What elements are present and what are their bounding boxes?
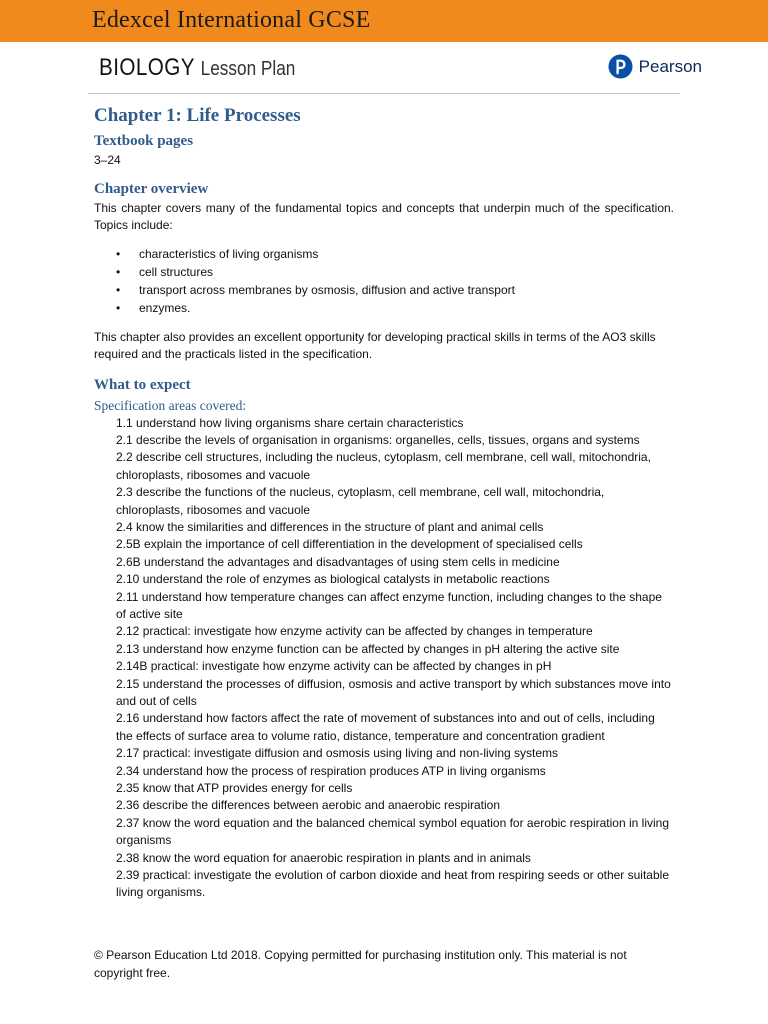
- list-item: 2.34 understand how the process of respiration produces ATP in living organisms: [116, 763, 546, 778]
- series-title: Edexcel International GCSE: [92, 7, 371, 33]
- textbook-pages-heading: Textbook pages: [94, 133, 194, 149]
- list-item: 2.14B practical: investigate how enzyme activity can be affected by changes in pH: [116, 659, 552, 674]
- list-item: 2.2 describe cell structures, including the nucleus, cytoplasm, cell membrane, cell wall, mitochondria, chloroplasts, ribosomes and vacuole: [116, 450, 651, 482]
- spec-areas-heading: Specification areas covered:: [94, 397, 247, 413]
- list-item: 2.12 practical: investigate how enzyme activity can be affected by changes in temperature: [116, 624, 593, 639]
- list-item: 2.37 know the word equation and the balanced chemical symbol equation for aerobic respiration in living organisms: [116, 815, 670, 848]
- list-item: 2.13 understand how enzyme function can be affected by changes in pH altering the active site: [116, 641, 620, 656]
- lesson-content: [94, 102, 674, 902]
- spec-list: [116, 415, 674, 902]
- list-item: • characteristics of living organisms: [94, 245, 674, 263]
- list-item: 1.1 understand how living organisms share certain characteristics: [116, 415, 464, 430]
- list-item: • cell structures: [94, 263, 674, 281]
- subject-title: [99, 54, 295, 82]
- list-item: 2.36 describe the differences between aerobic and anaerobic respiration: [116, 798, 501, 813]
- header-divider: [88, 93, 680, 94]
- list-item: 2.1 describe the levels of organisation in organisms: organelles, cells, tissues, organs and systems: [116, 432, 640, 447]
- list-item: 2.35 know that ATP provides energy for cells: [116, 781, 353, 796]
- list-item: 2.10 understand the role of enzymes as biological catalysts in metabolic reactions: [116, 572, 550, 587]
- list-item: • transport across membranes by osmosis, diffusion and active transport: [94, 281, 674, 299]
- practical-paragraph: This chapter also provides an excellent opportunity for developing practical skills in terms of the AO3 skills required and the practicals listed in the specification.: [94, 329, 656, 361]
- textbook-pages-value: 3–24: [94, 153, 121, 167]
- subject-name: BIOLOGY: [99, 54, 195, 81]
- list-item: 2.15 understand the processes of diffusion, osmosis and active transport by which substances move into and out of cells: [116, 676, 671, 708]
- pearson-p-icon: [608, 54, 633, 79]
- list-item: 2.6B understand the advantages and disadvantages of using stem cells in medicine: [116, 554, 560, 569]
- chapter-overview-heading: Chapter overview: [94, 180, 209, 197]
- list-item: 2.38 know the word equation for anaerobic respiration in plants and in animals: [116, 850, 531, 865]
- copyright-footer: © Pearson Education Ltd 2018. Copying permitted for purchasing institution only. This material is not copyright free.: [94, 948, 627, 980]
- doc-type: Lesson Plan: [200, 58, 296, 80]
- logo-wordmark: Pearson: [638, 56, 702, 76]
- subheader: [0, 42, 768, 94]
- overview-paragraph: This chapter covers many of the fundamental topics and concepts that underpin much of the specification. Topics include:: [94, 200, 674, 232]
- list-item: 2.16 understand how factors affect the rate of movement of substances into and out of cells, including the effects of surface area to volume ratio, distance, temperature and concentration gradient: [116, 711, 655, 743]
- topics-list: [94, 245, 674, 317]
- list-item: 2.11 understand how temperature changes can affect enzyme function, including changes to the shape of active site: [116, 589, 662, 621]
- list-item: 2.39 practical: investigate the evolution of carbon dioxide and heat from respiring seeds or other suitable living organisms.: [116, 868, 669, 900]
- list-item: • enzymes.: [94, 299, 674, 317]
- list-item: 2.3 describe the functions of the nucleus, cytoplasm, cell membrane, cell wall, mitochondria, chloroplasts, ribosomes and vacuole: [116, 485, 605, 517]
- what-to-expect-heading: What to expect: [94, 376, 191, 393]
- list-item: 2.5B explain the importance of cell differentiation in the development of specialised cells: [116, 537, 583, 552]
- list-item: 2.17 practical: investigate diffusion and osmosis using living and non-living systems: [116, 746, 559, 761]
- chapter-title: Chapter 1: Life Processes: [94, 105, 301, 126]
- list-item: 2.4 know the similarities and differences in the structure of plant and animal cells: [116, 519, 544, 534]
- pearson-logo: [608, 54, 702, 79]
- header-band: [0, 0, 768, 42]
